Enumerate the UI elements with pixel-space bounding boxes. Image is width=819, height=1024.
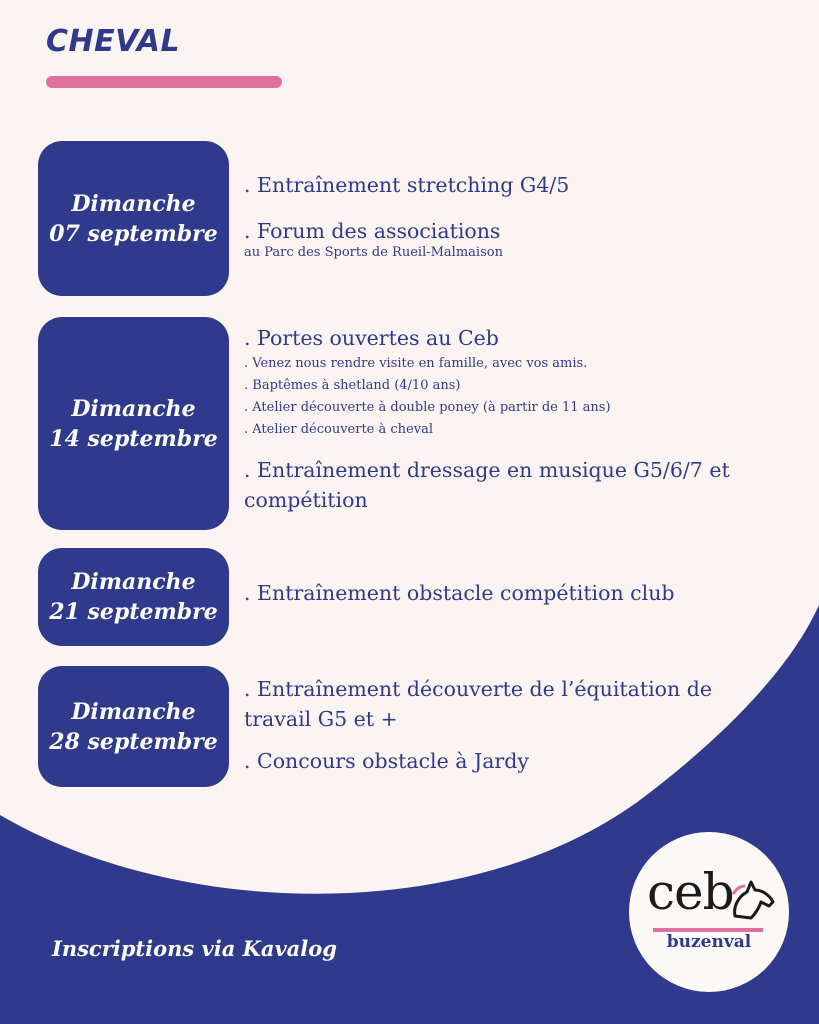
date-date: 14 septembre <box>49 425 218 452</box>
event-item: . Entraînement obstacle compétition club <box>244 581 675 605</box>
date-day: Dimanche <box>71 190 196 217</box>
event-item: . Entraînement stretching G4/5 <box>244 173 570 197</box>
footer-inscriptions: Inscriptions via Kavalog <box>52 936 337 961</box>
date-day: Dimanche <box>71 395 196 422</box>
date-date: 21 septembre <box>49 599 218 625</box>
date-box-3 <box>38 548 229 646</box>
date-box-2 <box>38 317 229 530</box>
date-day: Dimanche <box>71 569 196 595</box>
event-content-4 <box>244 674 789 776</box>
event-item: . Forum des associations <box>244 219 501 243</box>
event-item: . Entraînement dressage en musique G5/6/7 et compétition <box>244 458 730 512</box>
date-box-1 <box>38 141 229 296</box>
event-subitem: au Parc des Sports de Rueil-Malmaison <box>244 245 503 260</box>
date-box-4 <box>38 666 229 787</box>
event-subitem: . Baptêmes à shetland (4/10 ans) <box>244 378 461 393</box>
event-subitem: . Atelier découverte à cheval <box>244 422 433 437</box>
event-subitem: . Atelier découverte à double poney (à partir de 11 ans) <box>244 400 611 415</box>
page-title: CHEVAL <box>46 24 181 59</box>
date-day: Dimanche <box>71 698 196 725</box>
date-date: 28 septembre <box>49 728 218 755</box>
event-item: . Entraînement découverte de l’équitation de travail G5 et + <box>244 677 712 731</box>
event-content-2 <box>244 323 789 515</box>
event-item: . Concours obstacle à Jardy <box>244 749 529 773</box>
logo-brand: ceb <box>647 863 734 921</box>
ceb-logo <box>629 832 789 992</box>
date-date: 07 septembre <box>49 220 218 247</box>
title-underline <box>46 76 282 88</box>
event-item: . Portes ouvertes au Ceb <box>244 326 499 350</box>
event-subitem: . Venez nous rendre visite en famille, avec vos amis. <box>244 356 588 371</box>
horse-head-icon <box>729 876 777 920</box>
logo-subtitle: buzenval <box>666 932 752 952</box>
event-content-3 <box>244 578 789 608</box>
event-content-1 <box>244 170 789 264</box>
